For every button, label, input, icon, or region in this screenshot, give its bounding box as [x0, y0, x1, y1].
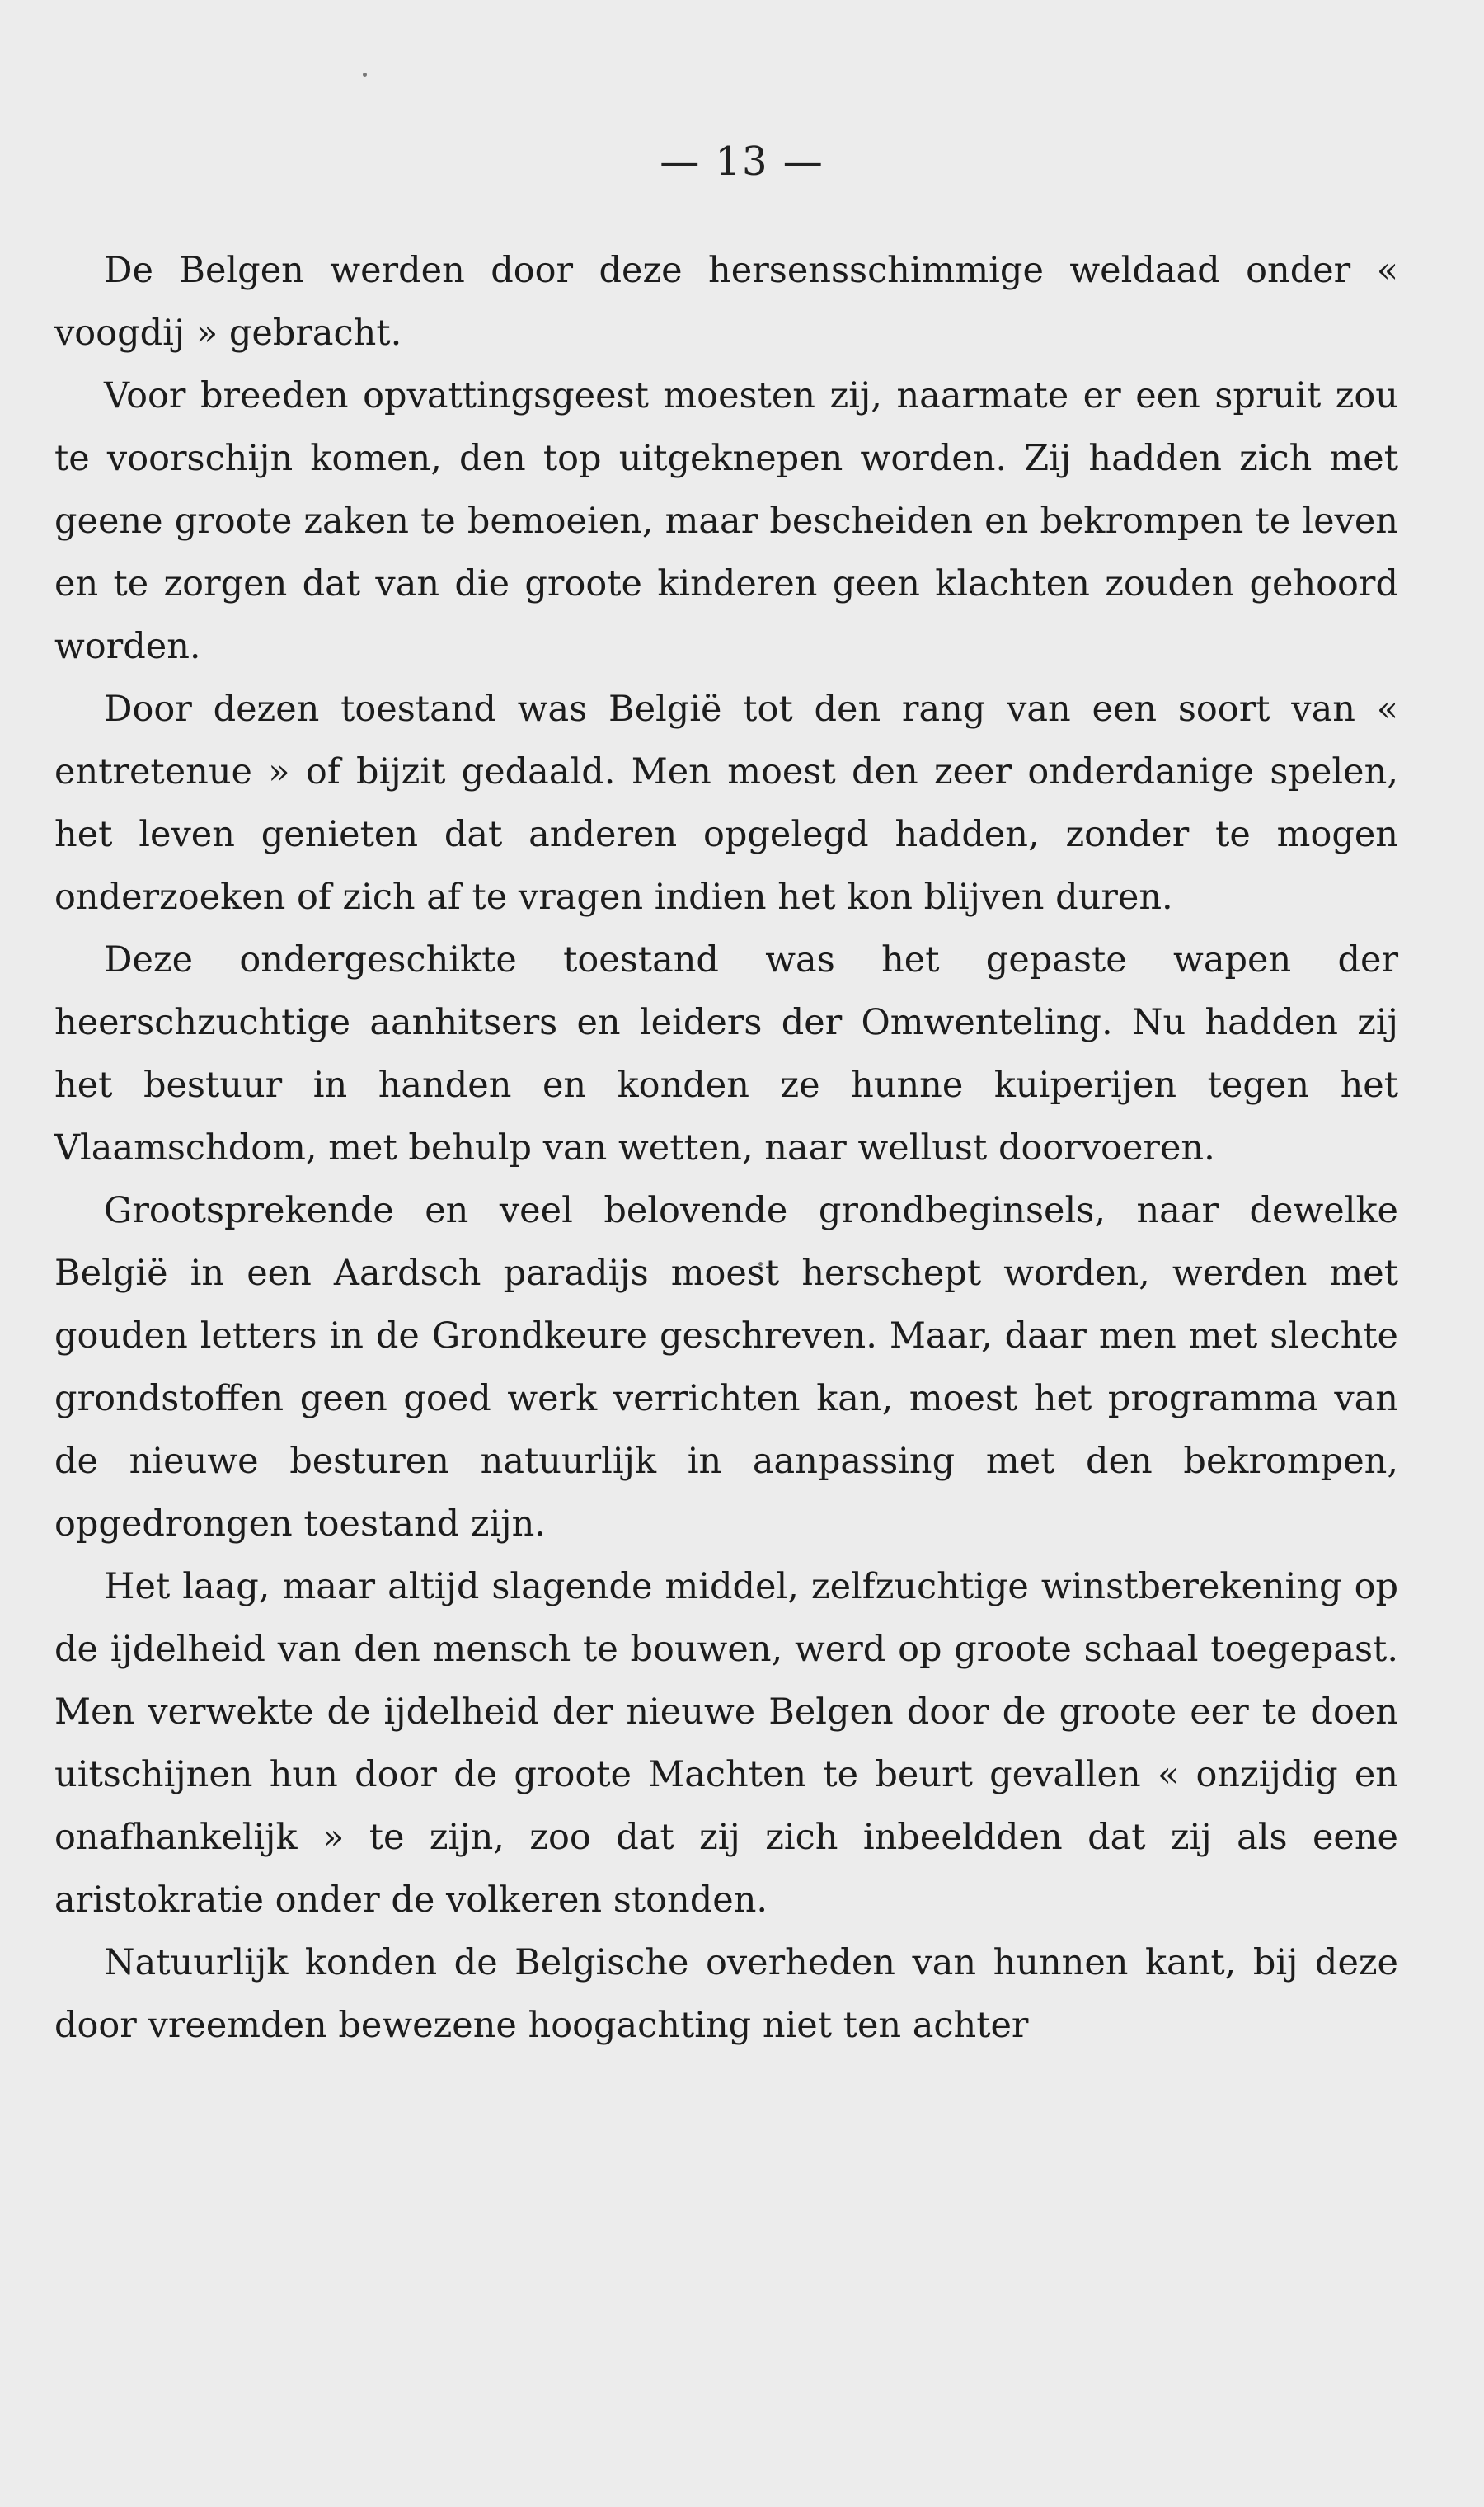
paragraph: Natuurlijk konden de Belgische overheden van hunnen kant, bij deze door vreemden bewezene hoogachting niet ten achter [54, 1942, 1398, 2046]
paragraph: Het laag, maar altijd slagende middel, zelfzuchtige winstberekening op de ijdelheid van den mensch te bouwen, werd op groote schaal toegepast. Men verwekte de ijdelheid der nieuwe Belgen door de groote eer te doen uitschijnen hun door de groote Machten te beurt gevallen « onzijdig en onafhankelijk » te zijn, zoo dat zij zich inbeeldden dat zij als eene aristokratie onder de volkeren stonden. [54, 1566, 1398, 1921]
paragraph: Door dezen toestand was België tot den rang van een soort van « entretenue » of bijzit gedaald. Men moest den zeer onderdanige spelen, het leven genieten dat anderen opgelegd hadden, zonder te mogen onderzoeken of zich af te vragen indien het kon blijven duren. [54, 689, 1398, 918]
body-text [54, 239, 1398, 2057]
paragraph: Voor breeden opvattingsgeest moesten zij, naarmate er een spruit zou te voorschijn komen, den top uitgeknepen worden. Zij hadden zich met geene groote zaken te bemoeien, maar bescheiden en bekrompen te leven en te zorgen dat van die groote kinderen geen klachten zouden gehoord worden. [54, 375, 1398, 667]
paragraph: Grootsprekende en veel belovende grondbeginsels, naar dewelke België in een Aardsch paradijs moest herschept worden, werden met gouden letters in de Grondkeure geschreven. Maar, daar men met slechte grondstoffen geen goed werk verrichten kan, moest het programma van de nieuwe besturen natuurlijk in aanpassing met den bekrompen, opgedrongen toestand zijn. [54, 1190, 1398, 1545]
paragraph: De Belgen werden door deze hersensschimmige weldaad onder « voogdij » gebracht. [54, 250, 1398, 354]
page-number: — 13 — [660, 139, 824, 185]
paper-speck [363, 73, 367, 77]
paragraph: Deze ondergeschikte toestand was het gepaste wapen der heerschzuchtige aanhitsers en leiders der Omwenteling. Nu hadden zij het bestuur in handen en konden ze hunne kuiperijen tegen het Vlaamschdom, met behulp van wetten, naar wellust doorvoeren. [54, 939, 1398, 1169]
